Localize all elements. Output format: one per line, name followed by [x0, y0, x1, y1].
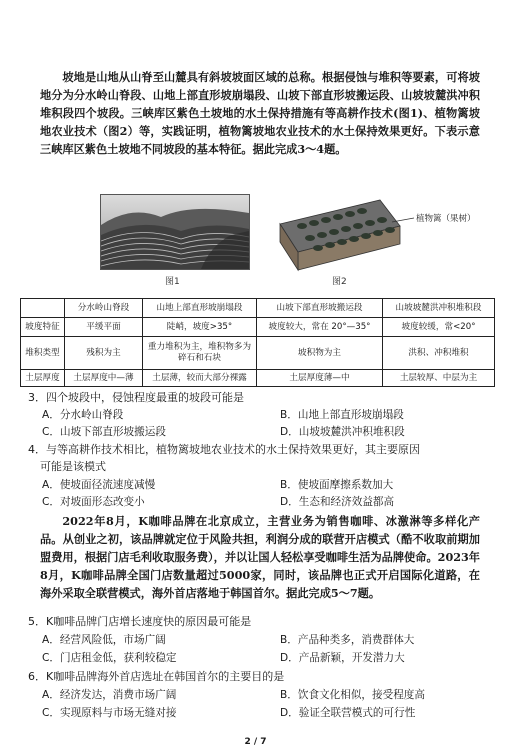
figure1-caption: 图1 [165, 277, 180, 287]
table-cell: 山坡下部直形坡搬运段 [257, 299, 383, 318]
option-a: A．经济发达，消费市场广阔 [42, 689, 177, 701]
intro-paragraph: 坡地是山地从山脊至山麓具有斜坡坡面区域的总称。根据侵蚀与堆积等要素，可将坡地分为分水岭山脊段、山地上部直形坡崩塌段、山坡下部直形坡搬运段、山坡坡麓洪冲积堆积段四个坡段。三峡库区紫色土坡地的水土保持措施有等高耕作技术(图1)、植物篱坡地农业技术（图2）等，实践证明，植物篱坡地农业技术的水土保持效果更好。下表示意三峡库区紫色土坡地不同坡段的基本特征。据此完成3～4题。 [40, 70, 480, 156]
question-5-options-row2 [42, 650, 482, 666]
figure2-caption: 图2 [332, 277, 347, 287]
table-cell: 坡度较缓，常<20° [383, 318, 495, 337]
table-header-row [21, 299, 495, 318]
option-d: D．产品新颖，开发潜力大 [280, 652, 405, 664]
table-cell: 残积为主 [65, 337, 143, 370]
table-cell: 坡度较大，常在 20°—35° [257, 318, 383, 337]
question-number: 5． [28, 615, 46, 628]
option-d: D．验证全联营模式的可行性 [280, 707, 416, 719]
option-c: C．山坡下部直形坡搬运段 [42, 426, 166, 438]
question-number: 4． [28, 443, 46, 456]
question-4-stem [28, 442, 420, 457]
option-b: B．使坡面摩擦系数加大 [280, 479, 394, 491]
option-d: D．生态和经济效益都高 [280, 496, 395, 508]
option-a: A．使坡面径流速度减慢 [42, 479, 156, 491]
hedgerow-slope-diagram [272, 194, 482, 272]
table-cell: 洪积、冲积堆积 [383, 337, 495, 370]
table-cell: 土层厚度中—薄 [65, 370, 143, 387]
table-cell: 分水岭山脊段 [65, 299, 143, 318]
option-c: C．实现原料与市场无缝对接 [42, 707, 177, 719]
table-cell: 坡度特征 [21, 318, 65, 337]
table-cell: 陡峭，坡度>35° [143, 318, 257, 337]
option-b: B．饮食文化相似，接受程度高 [280, 689, 425, 701]
table-cell [21, 299, 65, 318]
question-5-options-row1 [42, 632, 482, 648]
question-5-stem [28, 614, 251, 629]
table-cell: 坡积物为主 [257, 337, 383, 370]
question-text: 与等高耕作技术相比，植物篱坡地农业技术的水土保持效果更好，其主要原因 [46, 443, 420, 456]
table-cell: 平缓平面 [65, 318, 143, 337]
question-3-options-row1 [42, 407, 482, 423]
table-cell: 土层较厚、中层为主 [383, 370, 495, 387]
question-text: 四个坡段中，侵蚀程度最重的坡段可能是 [46, 391, 244, 404]
question-6-stem [28, 669, 284, 684]
coffee-paragraph: 2022年8月，K咖啡品牌在北京成立，主营业务为销售咖啡、冰激淋等多样化产品。从创业之初，该品牌就定位于风险共担，利润分成的联营开店模式（酷不收取前期加盟费用，根据门店毛利收取服务费），并以让国人轻松享受咖啡生活为品牌使命。2023年8月，K咖啡品牌全国门店数量超过5000家，同时，该品牌也正式开启国际化道路，在海外采取全联营模式，海外首店落地于韩国首尔。据此完成5～7题。 [40, 514, 480, 600]
option-b: B．产品种类多，消费群体大 [280, 634, 415, 646]
table-cell: 土层厚度 [21, 370, 65, 387]
option-a: A．经营风险低，市场广阔 [42, 634, 166, 646]
question-4-options-row2 [42, 494, 482, 510]
table-cell: 堆积类型 [21, 337, 65, 370]
question-3-options-row2 [42, 424, 482, 440]
hedgerow-label: 植物篱（果树） [416, 214, 476, 224]
question-text: K咖啡品牌门店增长速度快的原因最可能是 [46, 615, 252, 628]
option-a: A．分水岭山脊段 [42, 409, 124, 421]
table-cell: 土层薄，较而大部分裸露 [143, 370, 257, 387]
table-cell: 土层厚度薄—中 [257, 370, 383, 387]
question-number: 3． [28, 391, 46, 404]
option-c: C．对坡面形态改变小 [42, 496, 145, 508]
question-4-options-row1 [42, 477, 482, 493]
page-number: 2 / 7 [244, 737, 267, 747]
table-row [21, 337, 495, 370]
option-b: B．山地上部直形坡崩塌段 [280, 409, 404, 421]
option-c: C．门店租金低，获利较稳定 [42, 652, 177, 664]
question-text: K咖啡品牌海外首店选址在韩国首尔的主要目的是 [46, 670, 285, 683]
figures-row [0, 194, 511, 294]
question-3-stem [28, 390, 244, 405]
table-cell: 山坡坡麓洪冲积堆积段 [383, 299, 495, 318]
table-cell: 山地上部直形坡崩塌段 [143, 299, 257, 318]
slope-feature-table [20, 298, 495, 387]
table-cell: 重力堆积为主，堆积物多为碎石和石块 [143, 337, 257, 370]
question-number: 6． [28, 670, 46, 683]
option-d: D．山坡坡麓洪冲积堆积段 [280, 426, 405, 438]
question-6-options-row1 [42, 687, 482, 703]
hedgerow-diagram-figure [272, 194, 482, 272]
question-4-stem-cont: 可能是该模式 [40, 460, 106, 473]
table-row [21, 370, 495, 387]
question-6-options-row2 [42, 705, 482, 721]
terrace-photo-figure [100, 194, 250, 270]
table-row [21, 318, 495, 337]
terraced-hillside-image [101, 195, 249, 269]
